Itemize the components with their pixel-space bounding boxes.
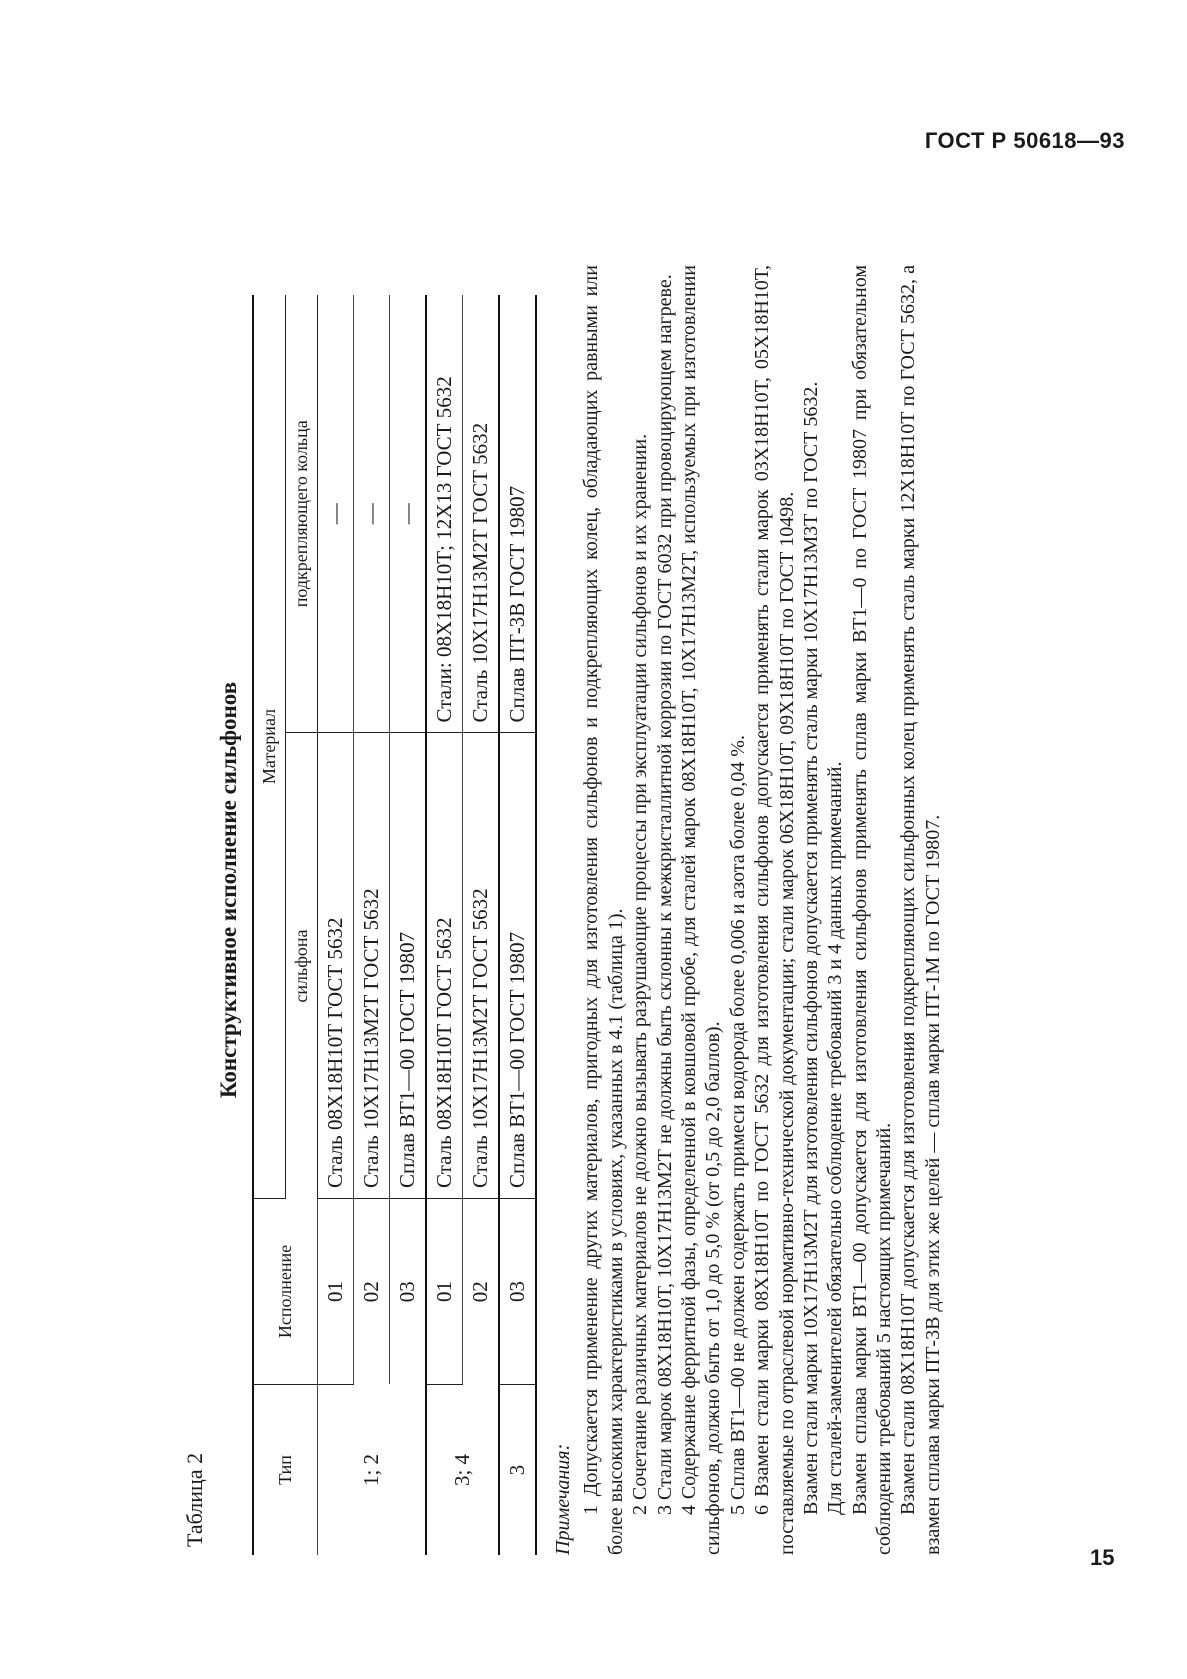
page-number: 15 <box>1090 1545 1115 1570</box>
table-label: Таблица 2 <box>182 1452 207 1547</box>
bellows-material-cell: Сталь 10Х17Н13М2Т ГОСТ 5632 <box>463 733 500 1199</box>
note-paragraph: Взамен сплава марки ВТ1—00 допускается для изготовления сильфонов применять сплав марки ВТ1—0 по ГОСТ 19807 при обязательном соблюдении требований 5 настоящих примечаний. <box>848 265 896 1555</box>
column-header-execution: Исполнение <box>253 1199 318 1385</box>
column-header-bellows: сильфона <box>286 733 318 1199</box>
notes-section <box>551 265 945 1555</box>
column-header-material: Материал <box>253 295 286 1199</box>
type-cell: 3 <box>499 1385 536 1556</box>
execution-cell: 03 <box>390 1199 427 1385</box>
bellows-design-table <box>252 295 537 1555</box>
table-row <box>354 295 390 1555</box>
bellows-material-cell: Сталь 08Х18Н10Т ГОСТ 5632 <box>318 733 354 1199</box>
execution-cell: 03 <box>499 1199 536 1385</box>
bellows-material-cell: Сплав ВТ1—00 ГОСТ 19807 <box>390 733 427 1199</box>
rotated-content <box>182 225 1072 1555</box>
note-paragraph: Для сталей-заменителей обязательно соблюдение требований 3 и 4 данных примечаний. <box>824 761 847 1515</box>
execution-cell: 01 <box>426 1199 463 1385</box>
note-paragraph: 5 Сплав ВТ1—00 не должен содержать примеси водорода более 0,006 и азота более 0,04 %. <box>726 735 749 1515</box>
note-paragraph: 4 Содержание ферритной фазы, определенной в ковшовой пробе, для сталей марок 08Х18Н10Т, 10Х17Н13М2Т, используемых при изготовлении сильфонов, должно быть от 1,0 до 5,0 % (от 0,5 до 2,0 баллов). <box>677 265 725 1555</box>
ring-material-cell: — <box>354 295 390 733</box>
execution-cell: 02 <box>354 1199 390 1385</box>
column-header-ring: подкрепляющего кольца <box>286 295 318 733</box>
note-paragraph: 2 Сочетание различных материалов не должно вызывать разрушающие процессы при эксплуатации сильфонов и их хранении. <box>629 433 652 1515</box>
table-row <box>499 295 536 1555</box>
table-row <box>390 295 427 1555</box>
type-cell: 1; 2 <box>318 1385 427 1556</box>
bellows-material-cell: Сплав ВТ1—00 ГОСТ 19807 <box>499 733 536 1199</box>
note-paragraph: 3 Стали марок 08Х18Н10Т, 10Х17Н13М2Т не должны быть склонны к межкристаллитной коррозии по ГОСТ 6032 при провоцирующем нагреве. <box>653 274 676 1515</box>
note-paragraph: 1 Допускается применение других материалов, пригодных для изготовления сильфонов и подкрепляющих колец, обладающих равными или более высокими характеристиками в условиях, указанных в 4.1 (таблица 1). <box>580 265 627 1555</box>
table-row <box>426 295 463 1555</box>
execution-cell: 02 <box>463 1199 500 1385</box>
execution-cell: 01 <box>318 1199 354 1385</box>
ring-material-cell: — <box>390 295 427 733</box>
column-header-type: Тип <box>275 1455 295 1485</box>
type-cell: 3; 4 <box>426 1385 499 1556</box>
ring-material-cell: Стали: 08Х18Н10Т; 12Х13 ГОСТ 5632 <box>426 295 463 733</box>
bellows-material-cell: Сталь 08Х18Н10Т ГОСТ 5632 <box>426 733 463 1199</box>
note-paragraph: Взамен стали марки 10Х17Н13М2Т для изготовления сильфонов допускается применять сталь марки 10Х17Н13М3Т по ГОСТ 5632. <box>799 381 822 1515</box>
ring-material-cell: — <box>318 295 354 733</box>
ring-material-cell: Сталь 10Х17Н13М2Т ГОСТ 5632 <box>463 295 500 733</box>
note-paragraph: 6 Взамен стали марки 08Х18Н10Т по ГОСТ 5632 для изготовления сильфонов допускается применять стали марок 03Х18Н10Т, 05Х18Н10Т, поставляемые по отраслевой нормативно-технической документации; стали марок 06Х18Н10Т, 09Х18Н10Т по ГОСТ 10498. <box>751 265 798 1555</box>
table-row <box>463 295 500 1555</box>
ring-material-cell: Сплав ПТ-3В ГОСТ 19807 <box>499 295 536 733</box>
document-header: ГОСТ Р 50618—93 <box>924 128 1125 153</box>
bellows-material-cell: Сталь 10Х17Н13М2Т ГОСТ 5632 <box>354 733 390 1199</box>
table-row <box>318 295 354 1555</box>
note-paragraph: Взамен стали 08Х18Н10Т допускается для изготовления подкрепляющих сильфонных колец применять сталь марки 12Х18Н10Т по ГОСТ 5632, а взамен сплава марки ПТ-3В для этих же целей — сплав марки ПТ-1М по ГОСТ 19807. <box>897 265 944 1555</box>
table-header-row <box>253 295 286 1555</box>
table-title: Конструктивное исполнение сильфонов <box>216 681 241 1099</box>
notes-title: Примечания: <box>552 1443 574 1555</box>
